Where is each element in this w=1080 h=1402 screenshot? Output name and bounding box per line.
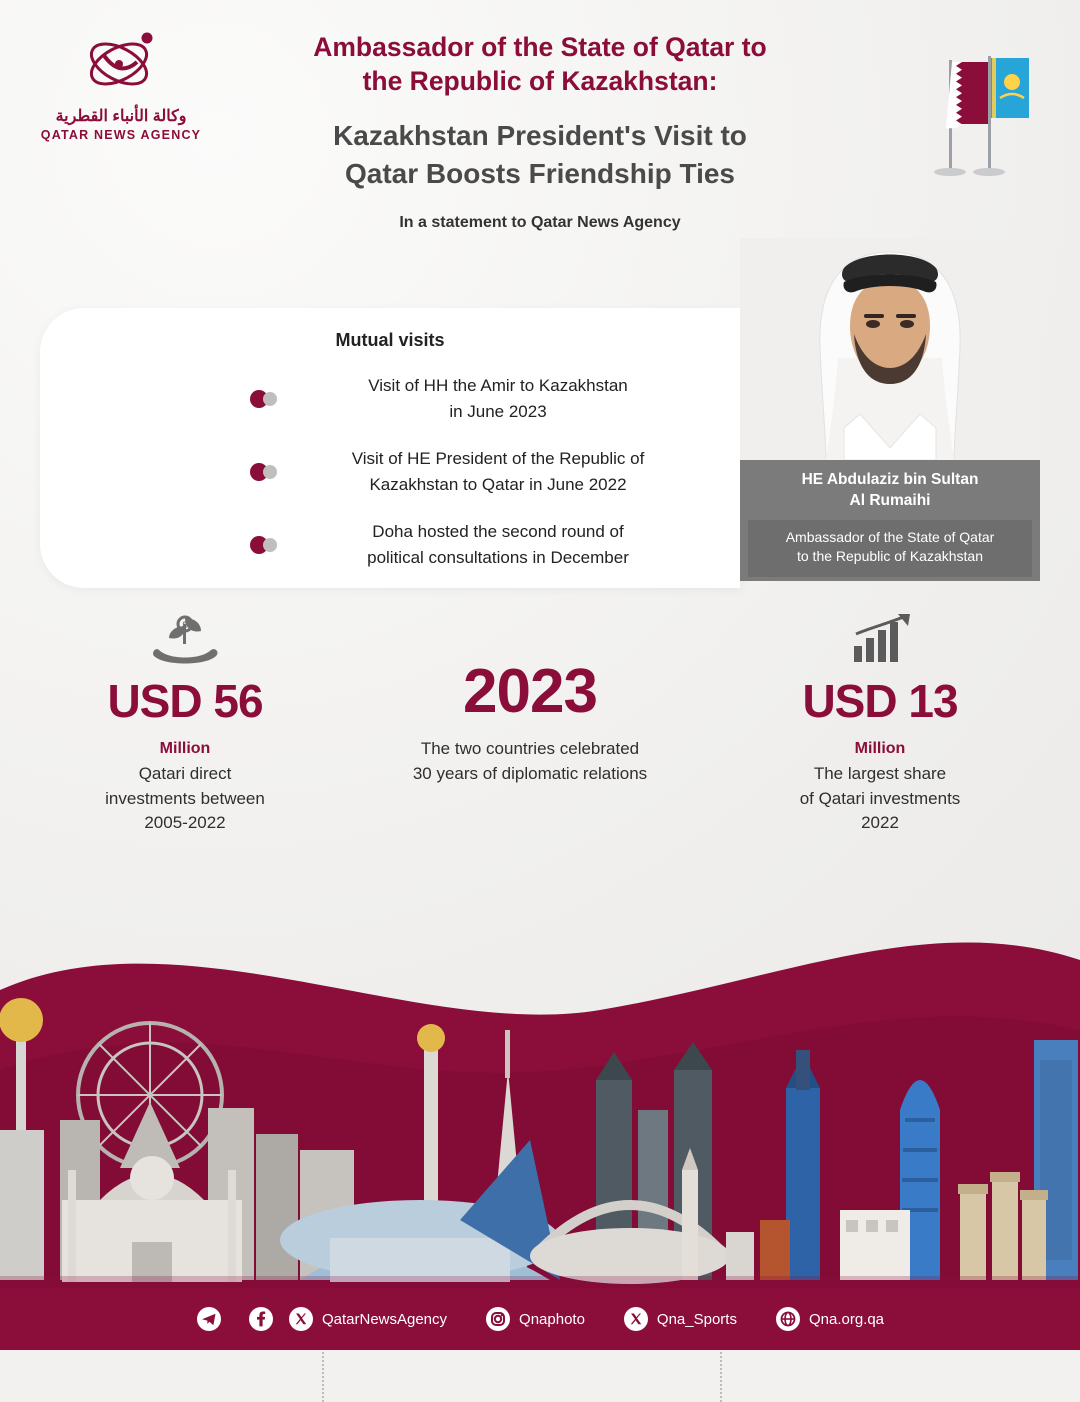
stat-desc-line-1: The two countries celebrated [420, 739, 640, 758]
investment-hand-plant-icon [40, 612, 330, 668]
skyline-illustration [0, 920, 1080, 1350]
stat-value: USD 56 [107, 675, 263, 727]
page-title [210, 30, 870, 99]
subtitle-line-1: Kazakhstan President's Visit to [333, 119, 747, 151]
qna-logo-english: QATAR NEWS AGENCY [40, 128, 202, 142]
telegram-icon [196, 1306, 222, 1332]
visit-line-2: Kazakhstan to Qatar in June 2022 [369, 474, 627, 494]
visit-line-2: in June 2023 [449, 401, 547, 421]
stat-card-investments [40, 612, 330, 836]
instagram-icon [485, 1306, 511, 1332]
x-twitter-icon [288, 1306, 314, 1332]
svg-text:$: $ [182, 620, 188, 630]
ambassador-name-line-1: HE Abdulaziz bin Sultan [801, 471, 979, 488]
ambassador-role-line-1: Ambassador of the State of Qatar [785, 528, 995, 545]
title-line-2: the Republic of Kazakhstan: [362, 66, 718, 97]
stat-unit: Million [159, 740, 211, 757]
flags-group [926, 46, 1036, 186]
title-block [210, 30, 870, 232]
ambassador-portrait [740, 238, 1040, 460]
stat-unit: Million [854, 740, 906, 757]
bullet-icon [250, 536, 290, 554]
stats-section [0, 612, 1080, 902]
stat-value: 2023 [463, 657, 597, 726]
social-x-qnasports[interactable] [623, 1306, 737, 1332]
stat-description [730, 762, 1030, 836]
qna-logo-arabic: وكالة الأنباء القطرية [55, 108, 187, 125]
social-x-qatarnewsagency[interactable] [288, 1306, 447, 1332]
ambassador-caption [740, 460, 1040, 581]
title-line-1: Ambassador of the State of Qatar to [313, 32, 767, 62]
bullet-icon [250, 390, 290, 408]
website-url: Qna.org.qa [808, 1310, 885, 1328]
social-footer [0, 1288, 1080, 1350]
visit-line-1: Visit of HH the Amir to Kazakhstan [368, 376, 628, 395]
stat-desc-line-3: 2022 [861, 813, 899, 833]
qna-logo [36, 24, 206, 142]
stat-desc-line-1: Qatari direct [138, 764, 232, 783]
stat-description [40, 762, 330, 836]
stat-desc-line-2: investments between [105, 788, 265, 808]
stat-desc-line-1: The largest share [813, 764, 947, 783]
subtitle-line-2: Qatar Boosts Friendship Ties [344, 157, 736, 189]
visit-text [308, 373, 688, 424]
visit-text [308, 446, 688, 497]
stat-value: USD 13 [802, 675, 958, 727]
ambassador-name [748, 470, 1032, 512]
stat-card-largest-share [730, 612, 1030, 836]
ambassador-name-line-2: Al Rumaihi [849, 491, 931, 509]
social-handle: Qna_Sports [656, 1310, 737, 1328]
x-twitter-icon [623, 1306, 649, 1332]
social-handle: QatarNewsAgency [321, 1310, 448, 1328]
ambassador-role [748, 520, 1032, 577]
mutual-visits-card [40, 308, 740, 588]
kazakhstan-flag [991, 58, 1029, 118]
list-item [40, 519, 740, 570]
social-facebook[interactable] [248, 1306, 274, 1332]
stat-description [350, 737, 710, 786]
list-item [40, 446, 740, 497]
bullet-icon [250, 463, 290, 481]
visit-line-1: Doha hosted the second round of [372, 522, 624, 541]
stat-desc-line-2: of Qatari investments [799, 788, 961, 808]
statement-note: In a statement to Qatar News Agency [399, 214, 681, 232]
growth-chart-icon [730, 612, 1030, 668]
globe-icon [775, 1306, 801, 1332]
qna-logo-mark [73, 24, 169, 102]
website-link[interactable] [775, 1306, 884, 1332]
social-telegram[interactable] [196, 1306, 222, 1332]
mutual-visits-title: Mutual visits [335, 330, 445, 350]
stat-desc-line-2: 30 years of diplomatic relations [412, 763, 648, 783]
stat-desc-line-3: 2005-2022 [144, 813, 226, 833]
visit-line-2: political consultations in December [367, 547, 629, 567]
qatar-flag [946, 62, 988, 128]
page-subtitle [210, 117, 870, 193]
ambassador-role-line-2: to the Republic of Kazakhstan [796, 548, 983, 565]
visit-text [308, 519, 688, 570]
list-item [40, 373, 740, 424]
social-instagram-qnaphoto[interactable] [485, 1306, 585, 1332]
stat-card-anniversary [350, 656, 710, 786]
social-handle: Qnaphoto [519, 1310, 585, 1328]
visit-line-1: Visit of HE President of the Republic of [351, 449, 645, 468]
facebook-icon [248, 1306, 274, 1332]
